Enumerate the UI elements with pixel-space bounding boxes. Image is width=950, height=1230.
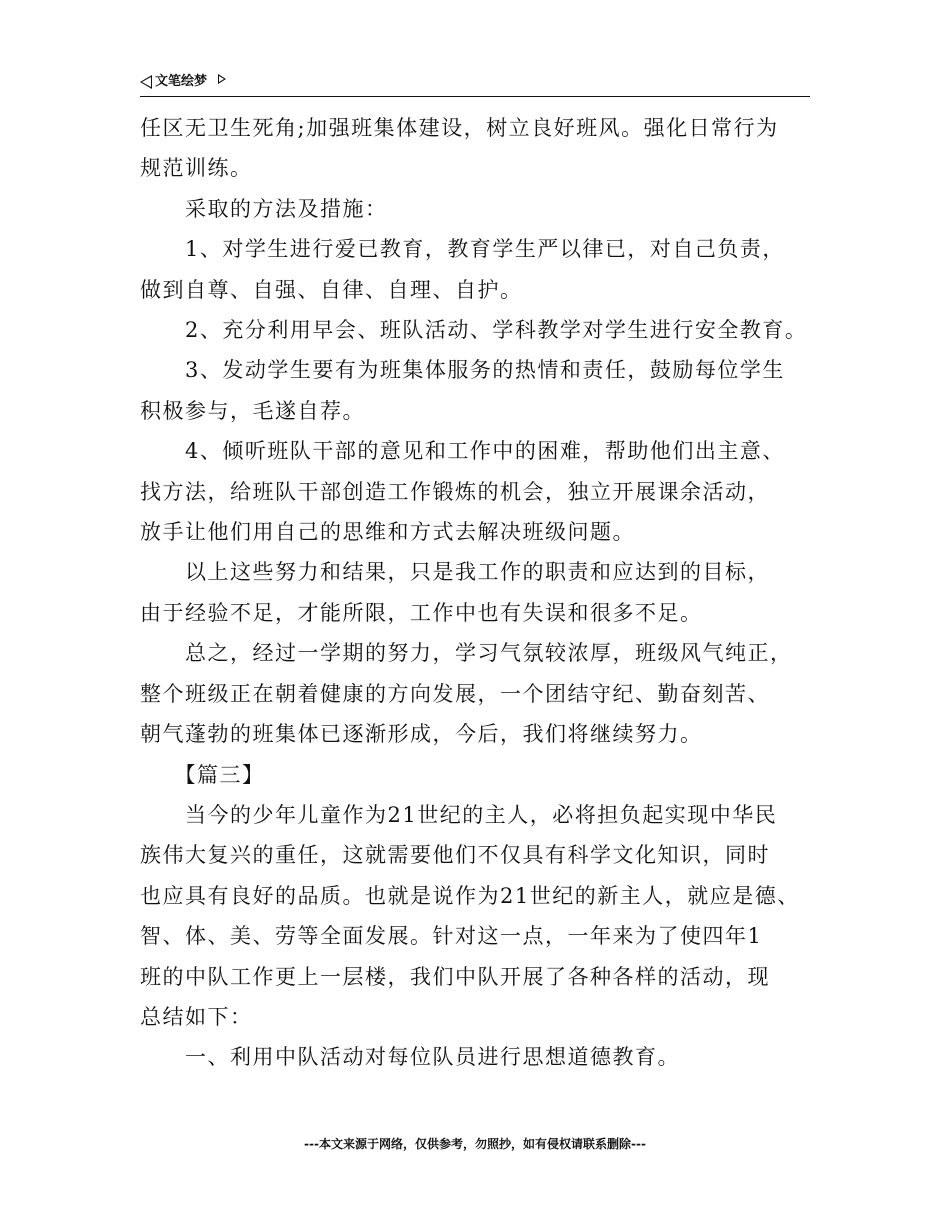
text-line: 智、体、美、劳等全面发展。针对这一点，一年来为了使四年1 — [140, 924, 763, 949]
text-line: 3、发动学生要有为班集体服务的热情和责任，鼓励每位学生 — [140, 358, 785, 383]
text-line: 放手让他们用自己的思维和方式去解决班级问题。 — [140, 520, 635, 545]
text-line: 族伟大复兴的重任，这就需要他们不仅具有科学文化知识，同时 — [140, 843, 770, 868]
brand-text: 文笔绘梦 — [155, 74, 208, 89]
header-brand — [140, 72, 226, 92]
text-line: 1、对学生进行爱已教育，教育学生严以律已，对自己负责， — [140, 237, 785, 262]
text-line: 也应具有良好的品质。也就是说作为21世纪的新主人，就应是德、 — [140, 883, 800, 908]
text-line: 任区无卫生死角;加强班集体建设，树立良好班风。强化日常行为 — [140, 116, 779, 140]
text-line: 一、利用中队活动对每位队员进行思想道德教育。 — [140, 1045, 680, 1070]
text-line: 找方法，给班队干部创造工作锻炼的机会，独立开展课余活动， — [140, 479, 770, 504]
text-line: 2、充分利用早会、班队活动、学科教学对学生进行安全教育。 — [140, 318, 808, 343]
page-footer: ---本文来源于网络，仅供参考，勿照抄，如有侵权请联系删除--- — [304, 1137, 646, 1151]
document-body — [140, 108, 820, 1078]
text-line: 以上这些努力和结果，只是我工作的职责和应达到的目标， — [140, 560, 770, 585]
text-line: 班的中队工作更上一层楼，我们中队开展了各种各样的活动，现 — [140, 964, 770, 989]
section-heading: 【篇三】 — [140, 762, 265, 787]
text-line: 总结如下： — [140, 1004, 253, 1029]
triangle-left-icon — [140, 75, 152, 89]
text-line: 做到自尊、自强、自律、自理、自护。 — [140, 277, 523, 302]
text-line: 总之，经过一学期的努力，学习气氛较浓厚，班级风气纯正， — [140, 641, 793, 666]
text-line: 朝气蓬勃的班集体已逐渐形成，今后，我们将继续努力。 — [140, 722, 703, 747]
text-line: 由于经验不足，才能所限，工作中也有失误和很多不足。 — [140, 600, 703, 625]
text-line: 积极参与，毛遂自荐。 — [140, 398, 365, 423]
text-line: 采取的方法及措施： — [140, 196, 388, 221]
text-line: 整个班级正在朝着健康的方向发展，一个团结守纪、勤奋刻苦、 — [140, 681, 770, 706]
page-header — [140, 72, 810, 97]
text-line: 4、倾听班队干部的意见和工作中的困难，帮助他们出主意、 — [140, 439, 785, 464]
text-line: 当今的少年儿童作为21世纪的主人，必将担负起实现中华民 — [140, 802, 778, 827]
text-line: 规范训练。 — [140, 156, 253, 181]
triangle-right-icon — [218, 74, 226, 84]
